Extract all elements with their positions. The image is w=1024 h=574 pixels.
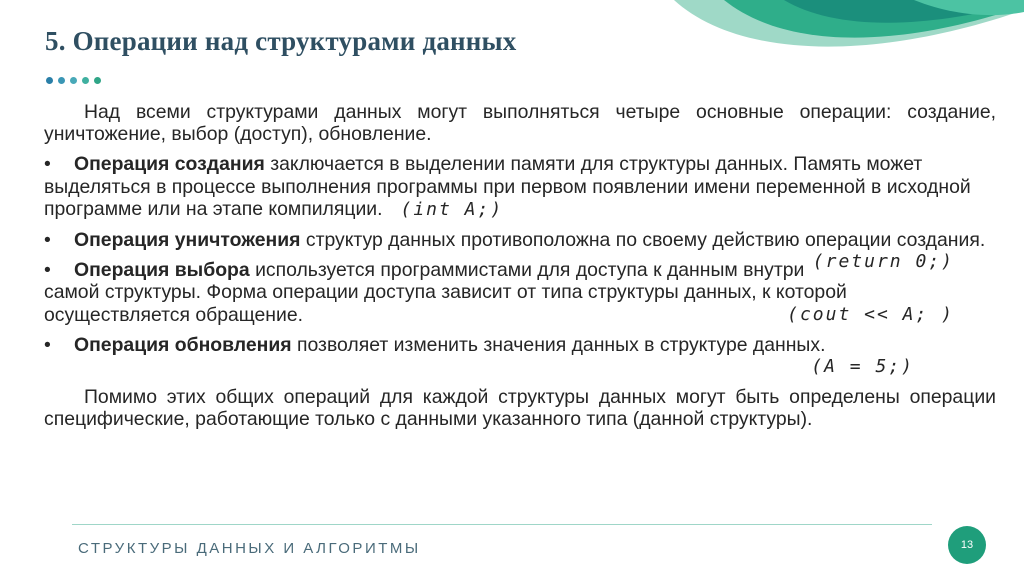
- bullet-text: заключается в выделении памяти для структуры данных. Память может выделяться в процессе выполнения программы при первом появлении имени переменной в исходной программе или на этапе компиляции.: [44, 153, 971, 220]
- bullet-marker: •: [44, 333, 51, 356]
- bullet-marker: •: [44, 229, 51, 252]
- code-example: (A = 5;): [811, 356, 914, 378]
- code-example: (cout << A; ): [787, 303, 954, 325]
- slide-body: [44, 101, 996, 439]
- bullet-create: [44, 153, 996, 221]
- bullet-term: Операция создания: [74, 153, 265, 176]
- dot-4: [82, 77, 89, 84]
- title-dots: [46, 77, 101, 84]
- slide-title: 5. Операции над структурами данных: [45, 26, 517, 56]
- course-title: СТРУКТУРЫ ДАННЫХ И АЛГОРИТМЫ: [78, 540, 421, 557]
- bullet-text: используется программистами для доступа к данным внутри самой структуры. Форма операции доступа зависит от типа структуры данных, к которой осуществляется обращение.: [44, 259, 847, 326]
- dot-5: [94, 77, 101, 84]
- bullet-marker: •: [44, 259, 51, 282]
- code-example: (int A;): [400, 198, 504, 220]
- bullet-term: Операция уничтожения: [74, 229, 301, 252]
- dot-1: [46, 77, 53, 84]
- dot-3: [70, 77, 77, 84]
- bullet-marker: •: [44, 153, 51, 176]
- bullet-text: позволяет изменить значения данных в структуре данных.: [291, 333, 826, 356]
- bullet-text: структур данных противоположна по своему действию операции создания.: [300, 229, 986, 252]
- bullet-update: [44, 334, 996, 378]
- footer-divider: [72, 524, 932, 525]
- conclusion-paragraph: Помимо этих общих операций для каждой структуры данных могут быть определены операции специфические, работающие только с данными указанного типа (данной структуры).: [44, 386, 996, 431]
- bullet-term: Операция выбора: [74, 259, 250, 282]
- header-wave-decoration: [664, 0, 1024, 70]
- page-number-badge: 13: [948, 526, 986, 564]
- code-example: (return 0;): [812, 251, 954, 273]
- bullet-select: [44, 259, 996, 326]
- dot-2: [58, 77, 65, 84]
- bullet-term: Операция обновления: [74, 333, 292, 356]
- intro-paragraph: Над всеми структурами данных могут выполняться четыре основные операции: создание, уничтожение, выбор (доступ), обновление.: [44, 101, 996, 146]
